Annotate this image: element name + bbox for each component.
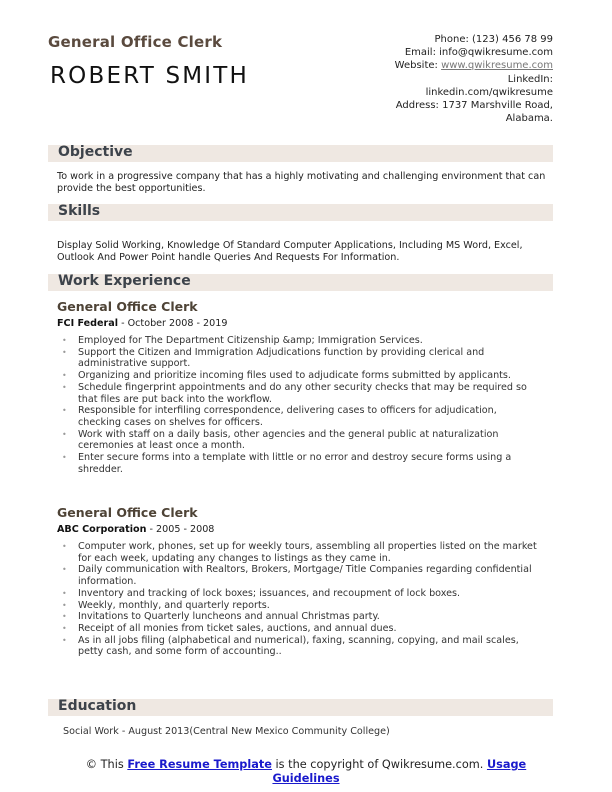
linkedin-value: linkedin.com/qwikresume	[425, 86, 553, 98]
list-item: • As in all jobs filing (alphabetical and numerical), faxing, scanning, copying, and mail scales, petty cash, and some form of accounting..	[57, 635, 537, 658]
job-2-employer	[57, 524, 214, 535]
copyright-footer	[80, 758, 532, 786]
website-link[interactable]: www.qwikresume.com	[441, 60, 553, 72]
list-item: • Support the Citizen and Immigration Adjudications function by providing clerical and administrative support.	[57, 347, 537, 370]
job-1-title: General Office Clerk	[57, 299, 198, 314]
contact-info	[363, 33, 553, 125]
list-item: • Inventory and tracking of lock boxes; issuances, and recoupment of lock boxes.	[57, 588, 537, 600]
job-1-employer	[57, 318, 227, 329]
list-item: • Schedule fingerprint appointments and do any other security checks that may be required so that files are put back into the workflow.	[57, 382, 537, 405]
education-entry: Social Work - August 2013(Central New Mexico Community College)	[63, 726, 390, 737]
skills-section-header	[48, 204, 553, 221]
list-item: • Daily communication with Realtors, Brokers, Mortgage/ Title Companies regarding confidential information.	[57, 564, 537, 587]
job-title: General Office Clerk	[48, 33, 223, 51]
list-item: • Invitations to Quarterly luncheons and annual Christmas party.	[57, 611, 537, 623]
list-item: • Employed for The Department Citizenship &amp; Immigration Services.	[57, 335, 537, 347]
linkedin-label: LinkedIn:	[507, 73, 553, 85]
website-label: Website:	[394, 60, 442, 72]
objective-text: To work in a progressive company that has a highly motivating and challenging environment that can provide the best opportunities.	[57, 171, 546, 194]
objective-section-header	[48, 145, 553, 162]
list-item: • Computer work, phones, set up for weekly tours, assembling all properties listed on the market for each week, updating any changes to listings as they came in.	[57, 541, 537, 564]
job-2-duties	[57, 541, 537, 658]
job-1-duties	[57, 335, 537, 475]
address-line1: Address: 1737 Marshville Road,	[395, 100, 553, 112]
section-title: Education	[58, 698, 137, 714]
list-item: • Responsible for interfiling correspondence, delivering cases to officers for adjudication, checking cases on shelves for officers.	[57, 405, 537, 428]
skills-text: Display Solid Working, Knowledge Of Standard Computer Applications, Including MS Word, Excel, Outlook And Power Point handle Queries And Requests For Information.	[57, 240, 523, 263]
candidate-name: ROBERT SMITH	[50, 63, 250, 89]
list-item: • Work with staff on a daily basis, other agencies and the general public at naturalization ceremonies at least once a month.	[57, 429, 537, 452]
list-item: • Organizing and prioritize incoming files used to adjudicate forms submitted by applicants.	[57, 370, 537, 382]
job-2-title: General Office Clerk	[57, 505, 198, 520]
employment-dates: - October 2008 - 2019	[118, 318, 228, 329]
employer-name: FCI Federal	[57, 318, 119, 329]
email: Email: info@qwikresume.com	[404, 47, 553, 59]
list-item: • Receipt of all monies from ticket sales, auctions, and annual dues.	[57, 623, 537, 635]
address-line2: Alabama.	[505, 113, 553, 125]
footer-prefix: © This	[85, 758, 128, 771]
list-item: • Enter secure forms into a template with little or no error and destroy secure forms using a shredder.	[57, 452, 537, 475]
footer-middle: is the copyright of Qwikresume.com.	[271, 758, 487, 771]
website	[363, 59, 553, 72]
section-title: Skills	[58, 203, 101, 219]
free-resume-template-link[interactable]: Free Resume Template	[127, 758, 272, 771]
usage-guidelines-link[interactable]: Usage Guidelines	[272, 758, 527, 785]
section-title: Objective	[58, 144, 133, 160]
list-item: • Weekly, monthly, and quarterly reports.	[57, 600, 537, 612]
employment-dates: - 2005 - 2008	[146, 524, 215, 535]
education-section-header	[48, 699, 553, 716]
section-title: Work Experience	[58, 273, 191, 289]
employer-name: ABC Corporation	[57, 524, 147, 535]
phone: Phone: (123) 456 78 99	[434, 34, 553, 45]
work-section-header	[48, 274, 553, 291]
